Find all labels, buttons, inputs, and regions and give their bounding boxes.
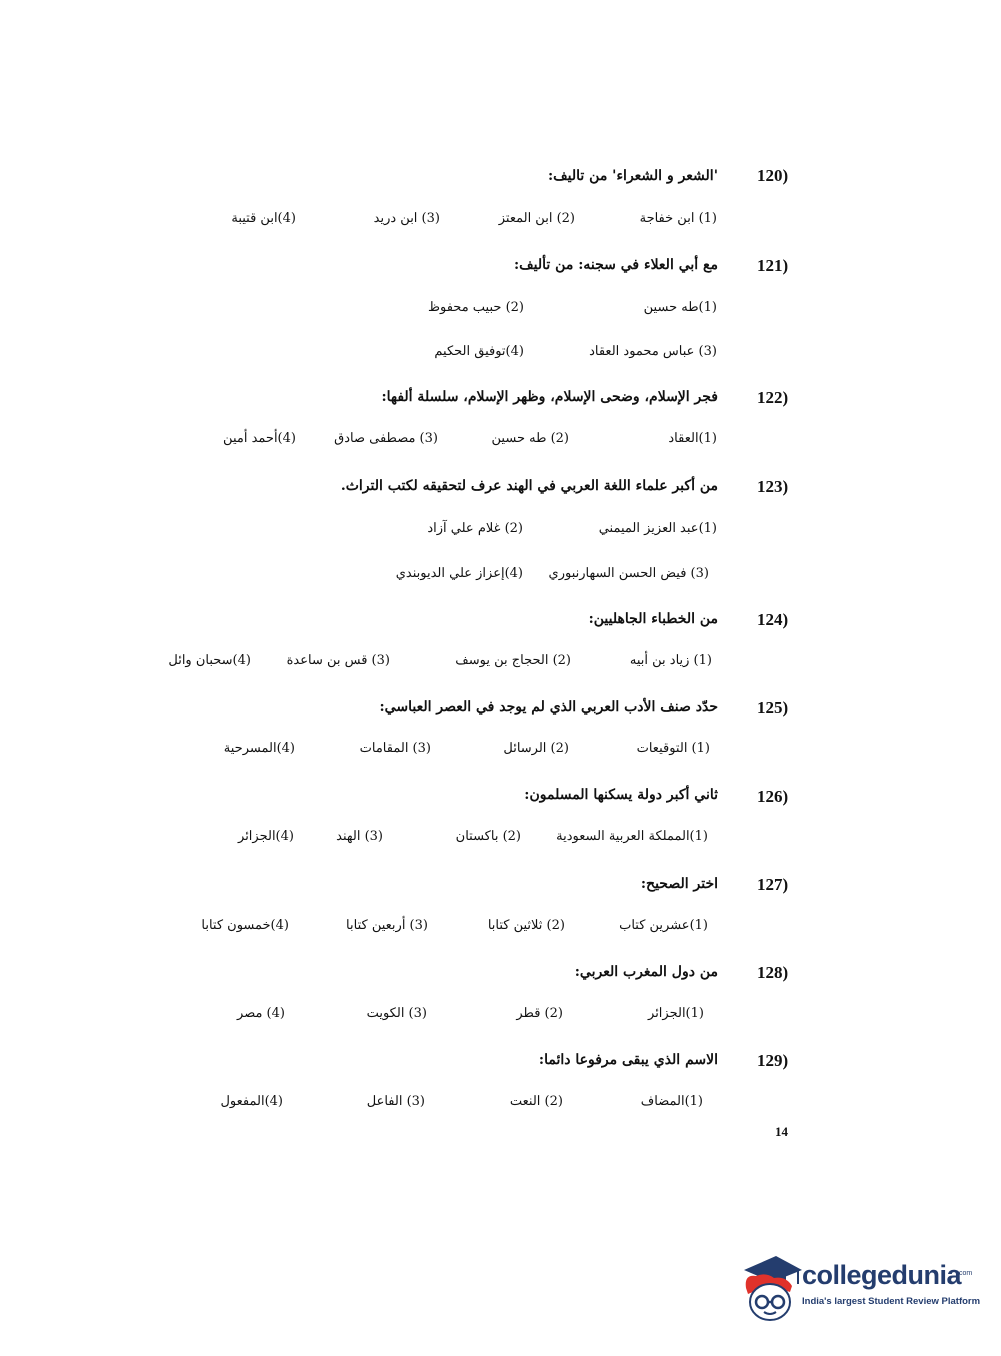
option-3: (3) الكويت bbox=[366, 1006, 427, 1021]
option-3: (3) المقامات bbox=[359, 741, 431, 756]
option-3: (3) ابن دريد bbox=[373, 211, 440, 226]
option-1: (1)العقاد bbox=[668, 431, 717, 446]
logo-tagline: India's largest Student Review Platform bbox=[802, 1296, 981, 1307]
option-3: (3) عباس محمود العقاد bbox=[589, 344, 717, 359]
option-1: (1)المضاف bbox=[640, 1094, 703, 1109]
question-text: حدّد صنف الأدب العربي الذي لم يوجد في العصر العباسي: bbox=[379, 699, 718, 715]
option-1: (1)الجزائر bbox=[648, 1006, 704, 1021]
option-2: (2) قطر bbox=[516, 1006, 563, 1021]
option-2: (2) الحجاج بن يوسف bbox=[455, 653, 571, 668]
option-2: (2) ابن المعتز bbox=[498, 211, 575, 226]
question-number: 126) bbox=[757, 787, 789, 806]
question-number: 120) bbox=[757, 166, 789, 185]
question-number: 121) bbox=[757, 256, 789, 275]
option-2: (2) النعت bbox=[509, 1094, 563, 1109]
option-4: (4)أحمد أمين bbox=[223, 431, 296, 446]
question-number: 129) bbox=[757, 1051, 789, 1070]
student-mascot-icon bbox=[740, 1248, 802, 1322]
option-4: (4)ابن قتيبة bbox=[231, 211, 296, 226]
option-3: (3) الهند bbox=[336, 829, 383, 844]
option-4: (4)خمسون كتابا bbox=[201, 918, 289, 933]
option-2: (2) باكستان bbox=[455, 829, 521, 844]
option-4: (4) مصر bbox=[237, 1006, 285, 1021]
question-text: من أكبر علماء اللغة العربي في الهند عرف لتحقيقه لكتب التراث. bbox=[340, 478, 718, 494]
option-1: (1)عشرين كتاب bbox=[619, 918, 708, 933]
logo-wordmark: collegedunia bbox=[802, 1260, 962, 1290]
question-text: ثاني أكبر دولة يسكنها المسلمون: bbox=[524, 787, 718, 803]
question-number: 125) bbox=[757, 698, 789, 717]
option-1: (1) التوقيعات bbox=[636, 741, 710, 756]
option-2: (2) الرسائل bbox=[503, 741, 569, 756]
option-3: (3) قس بن ساعدة bbox=[286, 653, 390, 668]
question-text: اختر الصحيح: bbox=[640, 876, 718, 892]
question-number: 123) bbox=[757, 477, 789, 496]
question-number: 122) bbox=[757, 388, 789, 407]
question-number: 124) bbox=[757, 610, 789, 629]
question-number: 128) bbox=[757, 963, 789, 982]
option-1: (1)طه حسين bbox=[643, 300, 717, 315]
option-1: (1)المملكة العربية السعودية bbox=[556, 829, 708, 844]
page-number: 14 bbox=[775, 1124, 788, 1139]
option-3: (3) أربعين كتابا bbox=[346, 918, 428, 933]
option-3: (3) الفاعل bbox=[366, 1094, 425, 1109]
option-4: (4)الجزائر bbox=[238, 829, 294, 844]
option-1: (1) زياد بن أبيه bbox=[629, 653, 712, 668]
logo-suffix: .com bbox=[957, 1270, 973, 1277]
option-4: (4)المفعول bbox=[220, 1094, 283, 1109]
question-text: من الخطباء الجاهليين: bbox=[588, 611, 718, 627]
question-text: 'الشعر و الشعراء' من تاليف: bbox=[547, 168, 718, 184]
option-2: (2) طه حسين bbox=[491, 431, 569, 446]
option-2: (2) حبيب محفوظ bbox=[427, 300, 524, 315]
question-text: مع أبي العلاء في سجنه: من تأليف: bbox=[514, 257, 718, 273]
option-4: (4)توفيق الحكيم bbox=[434, 344, 524, 359]
question-text: فجر الإسلام، وضحى الإسلام، وظهر الإسلام، سلسلة ألفها: bbox=[381, 389, 718, 405]
option-3: (3) فيض الحسن السهارنبوري bbox=[548, 566, 709, 581]
option-1: (1) ابن خفاجة bbox=[639, 211, 717, 226]
option-2: (2) ثلاثين كتابا bbox=[487, 918, 565, 933]
option-4: (4)المسرحية bbox=[223, 741, 295, 756]
question-text: الاسم الذي يبقى مرفوعا دائما: bbox=[538, 1052, 718, 1068]
option-4: (4)سحبان وائل bbox=[168, 653, 251, 668]
option-1: (1)عبد العزيز الميمني bbox=[598, 521, 717, 536]
collegedunia-logo bbox=[740, 1248, 980, 1322]
option-3: (3) مصطفى صادق bbox=[334, 431, 438, 446]
question-text: من دول المغرب العربي: bbox=[574, 964, 718, 980]
question-number: 127) bbox=[757, 875, 789, 894]
option-4: (4)إعزاز علي الديوبندي bbox=[395, 566, 523, 581]
option-2: (2) غلام علي آزاد bbox=[427, 521, 523, 536]
